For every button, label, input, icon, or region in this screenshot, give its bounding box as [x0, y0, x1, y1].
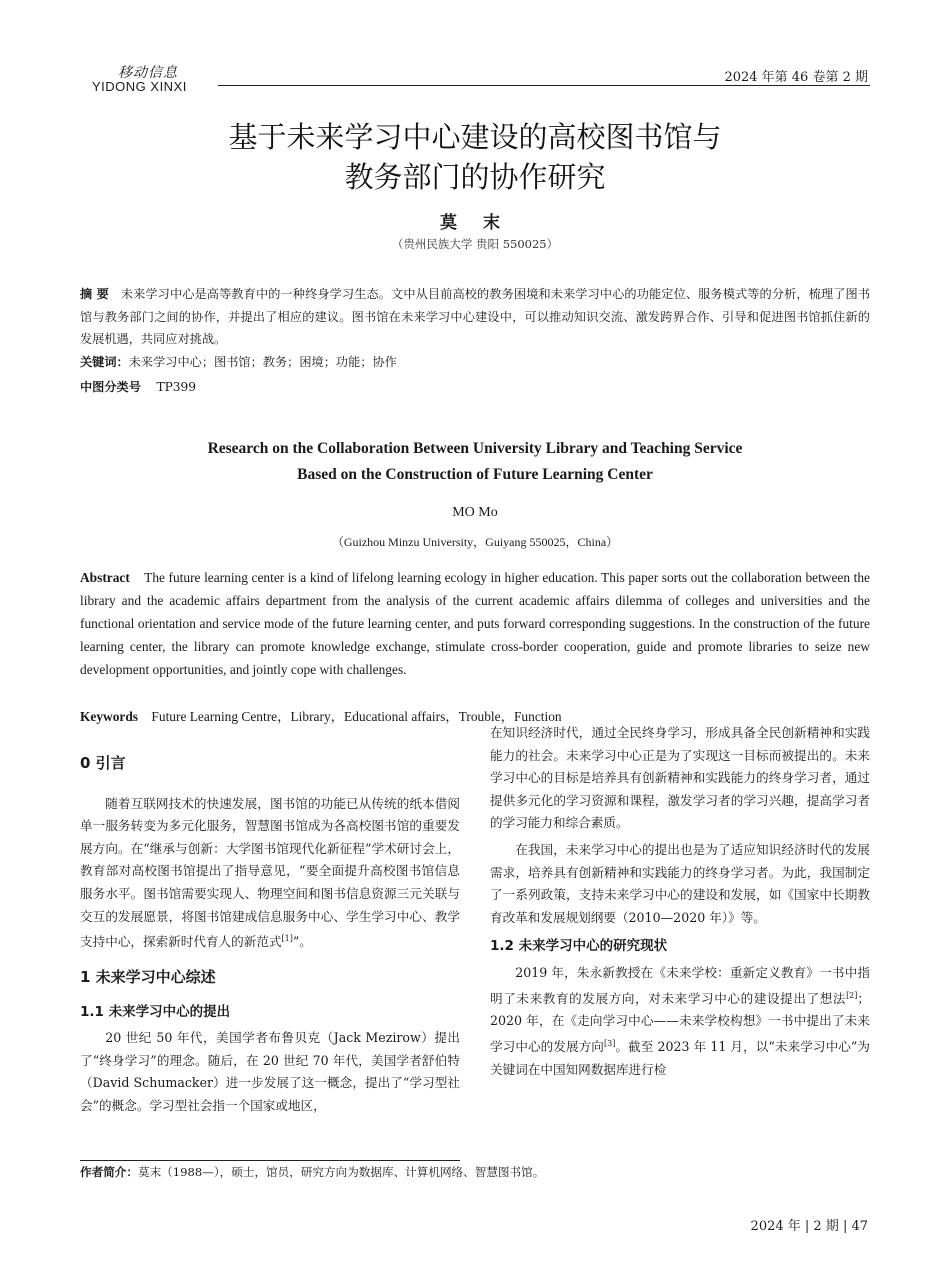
abstract-cn [80, 283, 870, 351]
right-column [490, 722, 870, 1081]
policy-paragraph: 在我国，未来学习中心的提出也是为了适应知识经济时代的发展需求，培养具有创新精神和实践能力的终身学习者。为此，我国制定了一系列政策，支持未来学习中心的建设和发展，如《国家中长期教育改革和发展规划纲要（2010—2020 年）》等。 [490, 841, 870, 925]
keywords-en-label: Keywords [80, 709, 139, 724]
abstract-en-text: The future learning center is a kind of lifelong learning ecology in higher education. This paper sorts out the collaboration between the library and the academic affairs department from the analysis of the current academic affairs dilemma of colleges and universities and the functional orientation and service mode of the future learning center, and puts forward corresponding suggestions. In the construction of the future learning center, the library can promote knowledge exchange, stimulate cross-border cooperation, guide and promote libraries to seize new development opportunities, and jointly cope with challenges. [80, 570, 870, 677]
keywords-cn-label: 关键词： [80, 355, 129, 369]
intro-text: 随着互联网技术的快速发展，图书馆的功能已从传统的纸本借阅单一服务转变为多元化服务，智慧图书馆成为各高校图书馆的重要发展方向。在“继承与创新：大学图书馆现代化新征程”学术研讨会上，教育部对高校图书馆提出了指导意见，“要全面提升高校图书馆信息服务水平。图书馆需要实现人、物理空间和图书信息资源三元关联与交互的发展愿景，将图书馆建成信息服务中心、学生学习中心、教学支持中心，探索新时代育人的新范式 [80, 795, 460, 950]
header-rule [218, 85, 870, 86]
citation-3: [3] [603, 1038, 616, 1048]
continued-paragraph: 在知识经济时代，通过全民终身学习，形成具备全民创新精神和实践能力的社会。未来学习中心正是为了实现这一目标而被提出的。未来学习中心的目标是培养具有创新精神和实践能力的终身学习者，通过提供多元化的学习资源和课程，激发学习者的学习兴趣，提高学习者的学习能力和综合素质。 [490, 725, 870, 831]
left-column [80, 752, 460, 1118]
abstract-en [80, 566, 870, 681]
abstract-cn-label: 摘 要 [80, 287, 109, 301]
paper-title-line-2: 教务部门的协作研究 [344, 160, 606, 194]
author-name: 莫 末 [440, 213, 510, 233]
intro-text-end: ”。 [292, 934, 312, 950]
citation-2: [2] [846, 990, 858, 1000]
keywords-cn [80, 351, 870, 374]
subsection-heading-1-2: 1.2 未来学习中心的研究现状 [490, 938, 668, 955]
section-heading-0: 0 引言 [80, 754, 126, 772]
clc-label: 中图分类号 [80, 380, 141, 394]
abstract-cn-text: 未来学习中心是高等教育中的一种终身学习生态。文中从目前高校的教务困境和未来学习中心的功能定位、服务模式等的分析，梳理了图书馆与教务部门之间的协作，并提出了相应的建议。图书馆在未来学习中心建设中，可以推动知识交流、激发跨界合作、引导和促进图书馆抓住新的发展机遇，共同应对挑战。 [80, 287, 871, 346]
footnote-label: 作者简介： [80, 1165, 138, 1179]
journal-name-cn: 移动信息 [118, 65, 178, 81]
research-text-b: ；2020 年，在《走向学习中心——未来学校构想》一书中提出了未来学习中心的发展方向 [490, 990, 870, 1055]
english-title-line-1: Research on the Collaboration Between University Library and Teaching Service [207, 440, 743, 457]
keywords-cn-text: 未来学习中心；图书馆；教务；困境；功能；协作 [128, 355, 397, 369]
subsection-heading-1-1: 1.1 未来学习中心的提出 [80, 1003, 231, 1020]
clc-number [80, 376, 870, 399]
research-text-a: 2019 年，朱永新教授在《未来学校：重新定义教育》一书中指明了未来教育的发展方向，对未来学习中心的建设提出了想法 [490, 964, 870, 1006]
author-affiliation: （贵州民族大学 贵阳 550025） [391, 237, 559, 251]
footnote-rule [80, 1160, 460, 1161]
issue-info: 2024 年第 46 卷第 2 期 [724, 70, 868, 85]
page-footer: 2024 年 | 2 期 | 47 [750, 1219, 868, 1234]
intro-paragraph [80, 793, 460, 954]
journal-name-en: YIDONG XINXI [92, 79, 187, 94]
paper-title-line-1: 基于未来学习中心建设的高校图书馆与 [228, 120, 722, 154]
abstract-en-label: Abstract [80, 570, 130, 585]
research-text-c: 。截至 2023 年 11 月，以“未来学习中心”为关键词在中国知网数据库进行检 [490, 1039, 871, 1077]
footnote-text: 莫末（1988—），硕士，馆员，研究方向为数据库、计算机网络、智慧图书馆。 [137, 1165, 545, 1179]
english-author: MO Mo [452, 505, 498, 520]
author-bio-footnote [80, 1164, 544, 1180]
keywords-en-text: Future Learning Centre，Library，Educational affairs，Trouble，Function [151, 709, 562, 724]
section-heading-1: 1 未来学习中心综述 [80, 967, 216, 986]
english-title-line-2: Based on the Construction of Future Learning Center [297, 466, 653, 483]
research-status-paragraph [490, 962, 870, 1081]
clc-value: TP399 [156, 380, 197, 394]
section-1-1-paragraph: 20 世纪 50 年代，美国学者布鲁贝克（Jack Mezirow）提出了“终身学习”的理念。随后，在 20 世纪 70 年代，美国学者舒伯特（David Schumacker）进一步发展了这一概念，提出了“学习型社会”的概念。学习型社会指一个国家或地区， [80, 1030, 460, 1113]
english-affiliation: （Guizhou Minzu University，Guiyang 550025，China） [331, 535, 619, 549]
citation-1: [1] [281, 934, 293, 944]
